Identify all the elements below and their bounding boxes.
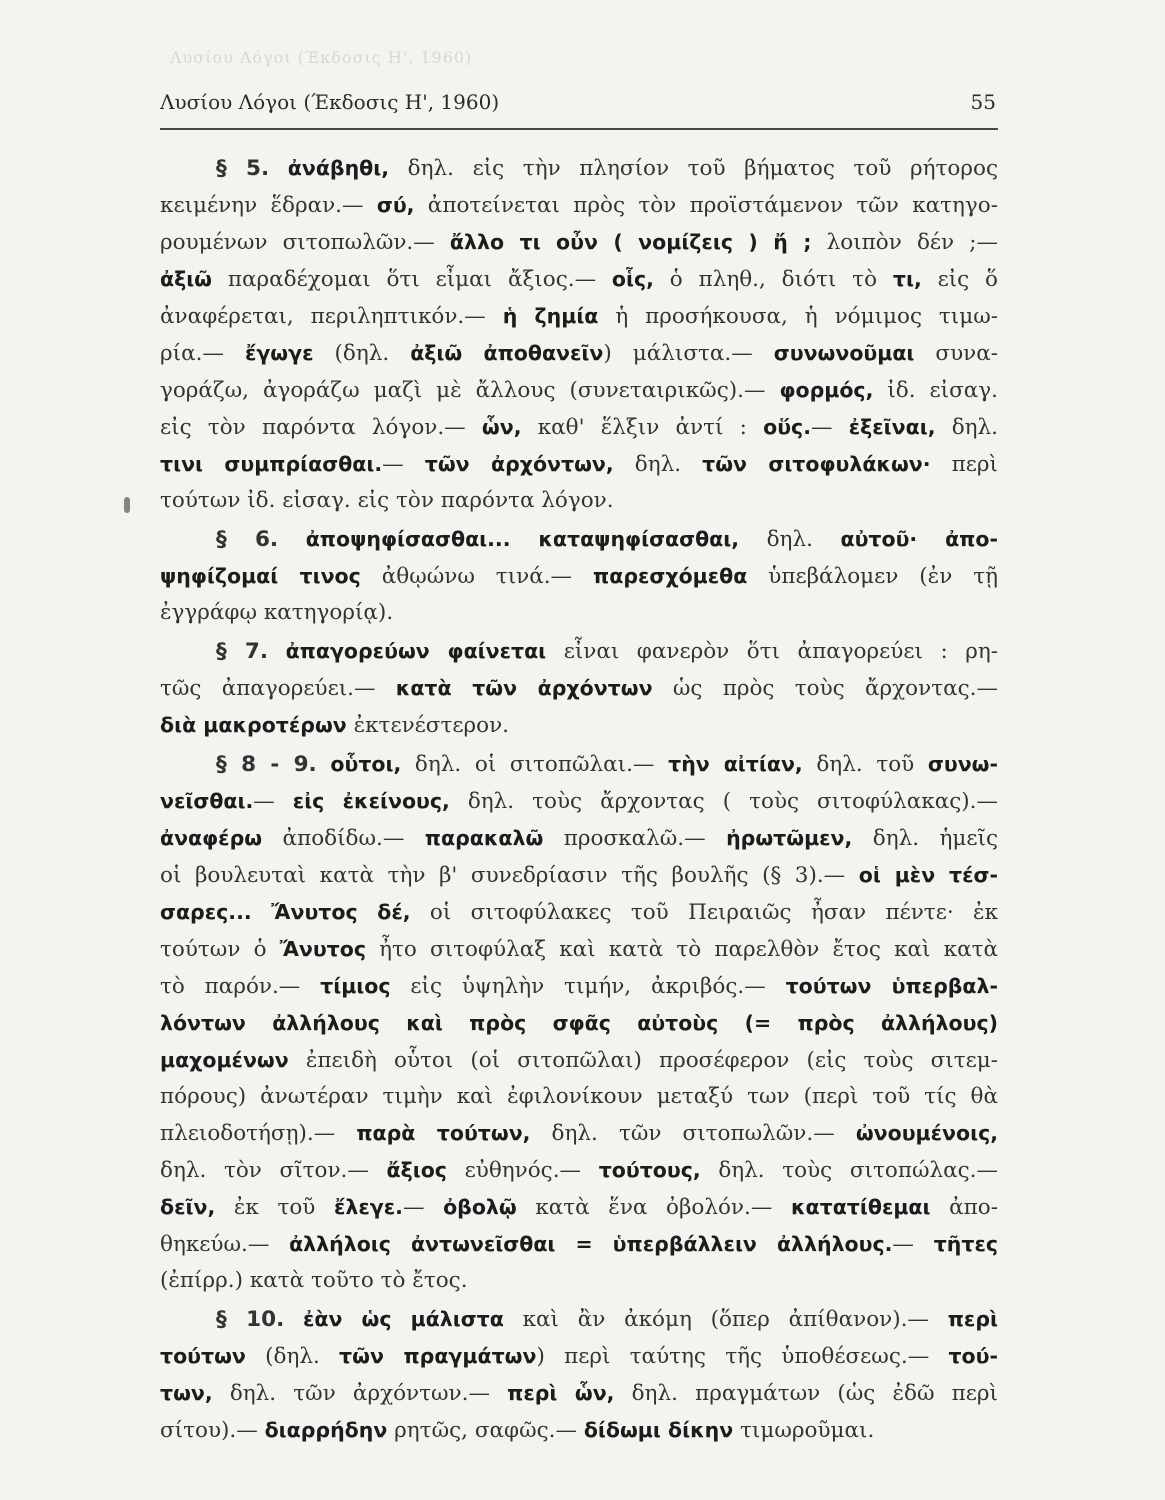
paragraph-p10 — [160, 1301, 998, 1449]
text-line: τινι συμπρίασθαι.— τῶν ἀρχόντων, δηλ. τῶν σιτοφυλάκων· περὶ — [160, 452, 998, 477]
text-line: ρία.— ἔγωγε (δηλ. ἀξιῶ ἀποθανεῖν) μάλιστα.— συνωνοῦμαι συνα- — [160, 341, 999, 366]
commentary-text — [160, 150, 998, 1451]
text-line: οἱ βουλευταὶ κατὰ τὴν β' συνεδρίασιν τῆς βουλῆς (§ 3).— οἱ μὲν τέσ- — [160, 863, 998, 888]
text-line: ἀξιῶ παραδέχομαι ὅτι εἶμαι ἄξιος.— οἷς, ὁ πληθ., διότι τὸ τι, εἰς ὅ — [160, 267, 998, 292]
paragraph-p8 — [160, 746, 998, 1299]
paragraph-p5 — [160, 150, 998, 519]
header-rule — [160, 128, 998, 130]
running-header — [160, 86, 998, 126]
text-line: § 7. ἀπαγορεύων φαίνεται εἶναι φανερὸν ὅτι ἀπαγορεύει : ρη- — [216, 639, 998, 664]
text-line: γοράζω, ἀγοράζω μαζὶ μὲ ἄλλους (συνεταιρικῶς).— φορμός, ἰδ. εἰσαγ. — [160, 378, 998, 403]
text-line: (ἐπίρρ.) κατὰ τοῦτο τὸ ἔτος. — [160, 1268, 468, 1293]
text-line: § 6. ἀποψηφίσασθαι... καταψηφίσασθαι, δηλ. αὐτοῦ· ἀπο- — [216, 527, 998, 552]
text-line: ἀναφέρεται, περιληπτικόν.— ἡ ζημία ἡ προσήκουσα, ἡ νόμιμος τιμω- — [160, 304, 999, 329]
text-line: πλειοδοτήσῃ).— παρὰ τούτων, δηλ. τῶν σιτοπωλῶν.— ὠνουμένοις, — [160, 1121, 999, 1146]
ink-speck — [124, 497, 130, 513]
bleed-through-header: Λυσίου Λόγοι (Έκδοσις Η', 1960) — [170, 48, 473, 67]
text-line: διὰ μακροτέρων ἐκτενέστερον. — [160, 713, 509, 738]
text-line: δηλ. τὸν σῖτον.— ἄξιος εὐθηνός.— τούτους, δηλ. τοὺς σιτοπώλας.— — [160, 1158, 999, 1183]
text-line: νεῖσθαι.— εἰς ἐκείνους, δηλ. τοὺς ἄρχοντας ( τοὺς σιτοφύλακας).— — [160, 789, 998, 814]
text-line: τούτων ἰδ. εἰσαγ. εἰς τὸν παρόντα λόγον. — [160, 488, 614, 513]
text-line: δεῖν, ἐκ τοῦ ἔλεγε.— ὀβολῷ κατὰ ἕνα ὀβολόν.— κατατίθεμαι ἀπο- — [160, 1195, 998, 1220]
paragraph-p6 — [160, 521, 998, 631]
running-title: Λυσίου Λόγοι (Έκδοσις Η', 1960) — [160, 90, 500, 114]
page-number: 55 — [970, 90, 996, 114]
text-line: λόντων ἀλλήλους καὶ πρὸς σφᾶς αὐτοὺς (= πρὸς ἀλλήλους) — [160, 1011, 998, 1035]
text-line: θηκεύω.— ἀλλήλοις ἀντωνεῖσθαι = ὑπερβάλλειν ἀλλήλους.— τῆτες — [160, 1232, 999, 1257]
text-line: μαχομένων ἐπειδὴ οὗτοι (οἱ σιτοπῶλαι) προσέφερον (εἰς τοὺς σιτεμ- — [160, 1048, 998, 1073]
text-line: τὸ παρόν.— τίμιος εἰς ὑψηλὴν τιμήν, ἀκριβός.— τούτων ὑπερβαλ- — [160, 974, 998, 999]
text-line: σίτου).— διαρρήδην ρητῶς, σαφῶς.— δίδωμι δίκην τιμωροῦμαι. — [160, 1418, 875, 1443]
text-line: εἰς τὸν παρόντα λόγον.— ὧν, καθ' ἕλξιν ἀντί : οὕς.— ἐξεῖναι, δηλ. — [160, 415, 998, 440]
text-line: τούτων ὁ Ἄνυτος ἦτο σιτοφύλαξ καὶ κατὰ τὸ παρελθὸν ἔτος καὶ κατὰ — [160, 937, 998, 962]
text-line: σαρες... Ἄνυτος δέ, οἱ σιτοφύλακες τοῦ Πειραιῶς ἦσαν πέντε· ἐκ — [160, 900, 999, 925]
text-line: § 10. ἐὰν ὡς μάλιστα καὶ ἂν ἀκόμη (ὅπερ ἀπίθανον).— περὶ — [216, 1307, 998, 1332]
text-line: τῶς ἀπαγορεύει.— κατὰ τῶν ἀρχόντων ὡς πρὸς τοὺς ἄρχοντας.— — [160, 676, 998, 701]
text-line: τούτων (δηλ. τῶν πραγμάτων) περὶ ταύτης τῆς ὑποθέσεως.— τού- — [160, 1344, 998, 1369]
paragraph-p7 — [160, 633, 998, 744]
text-line: ἐγγράφῳ κατηγορίᾳ). — [160, 600, 394, 625]
text-line: ρουμένων σιτοπωλῶν.— ἄλλο τι οὖν ( νομίζεις ) ἤ ; λοιπὸν δέν ;— — [160, 230, 998, 255]
text-line: § 8 - 9. οὗτοι, δηλ. οἱ σιτοπῶλαι.— τὴν αἰτίαν, δηλ. τοῦ συνω- — [216, 752, 999, 777]
text-line: κειμένην ἕδραν.— σύ, ἀποτείνεται πρὸς τὸν προϊστάμενον τῶν κατηγο- — [160, 193, 998, 218]
text-line: ψηφίζομαί τινος ἀθῳώνω τινά.— παρεσχόμεθα ὑπεβάλομεν (ἐν τῇ — [160, 564, 998, 589]
text-line: των, δηλ. τῶν ἀρχόντων.— περὶ ὧν, δηλ. πραγμάτων (ὡς ἐδῶ περὶ — [160, 1381, 998, 1406]
text-line: ἀναφέρω ἀποδίδω.— παρακαλῶ προσκαλῶ.— ἠρωτῶμεν, δηλ. ἡμεῖς — [160, 826, 998, 851]
text-line: § 5. ἀνάβηθι, δηλ. εἰς τὴν πλησίον τοῦ βήματος τοῦ ρήτορος — [216, 156, 998, 181]
text-line: πόρους) ἀνωτέραν τιμὴν καὶ ἐφιλονίκουν μεταξύ των (περὶ τοῦ τίς θὰ — [160, 1084, 998, 1109]
